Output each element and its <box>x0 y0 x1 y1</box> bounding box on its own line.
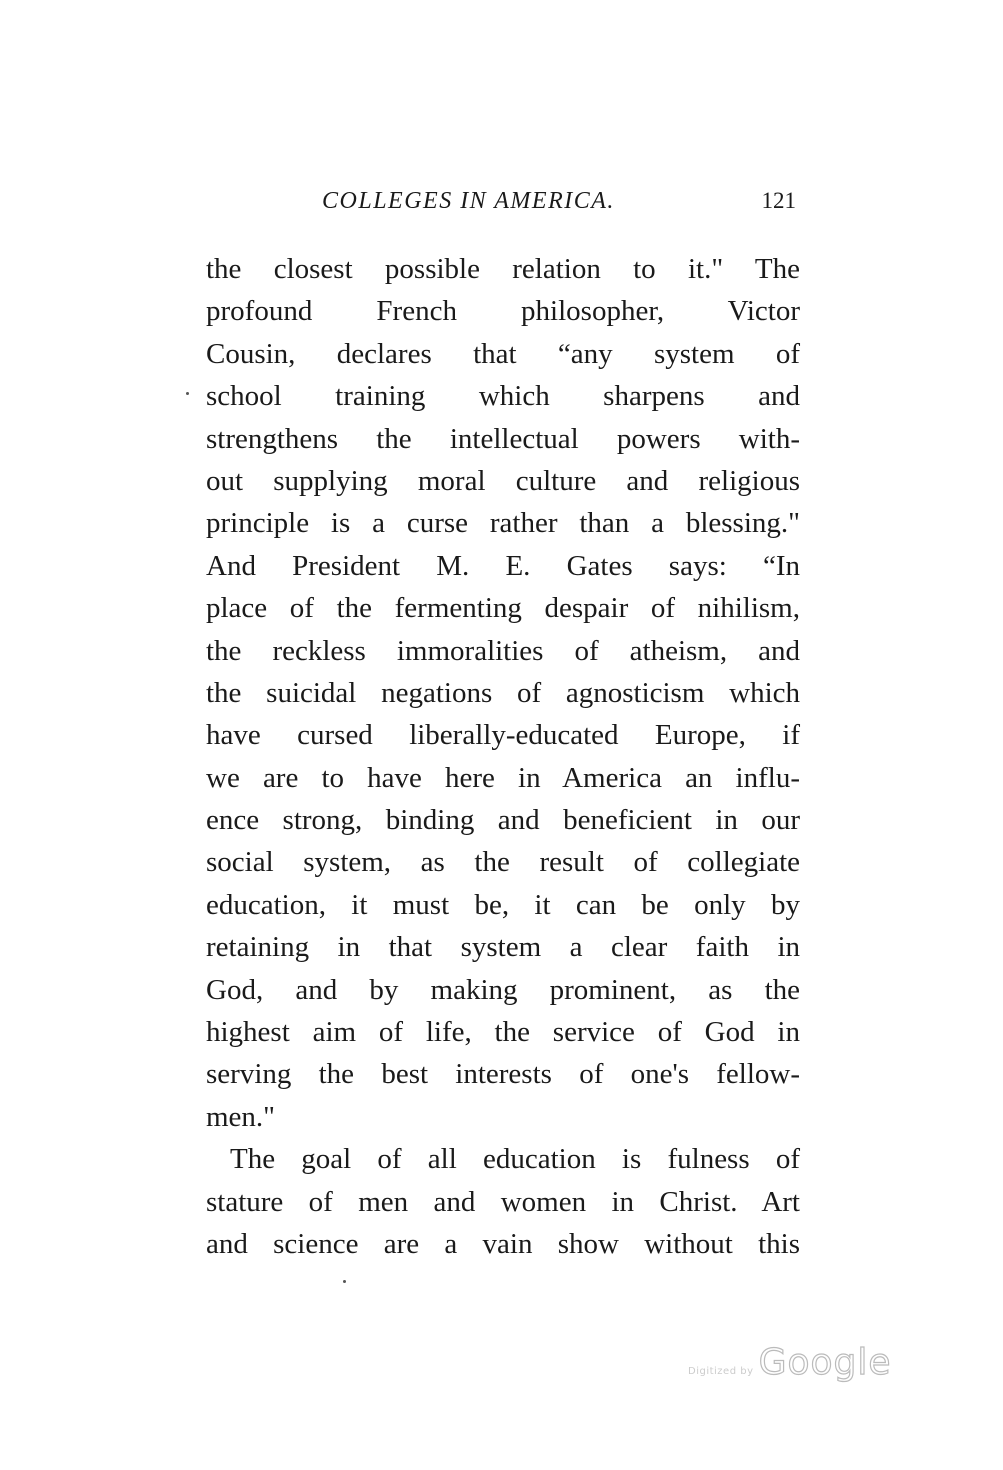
text-line: And President M. E. Gates says: “In <box>206 549 800 582</box>
text-line: profound French philosopher, Victor <box>206 295 800 328</box>
text-line: school training which sharpens and <box>206 380 800 413</box>
text-line: serving the best interests of one's fellow- <box>206 1058 800 1091</box>
text-line: strengthens the intellectual powers with- <box>206 422 800 455</box>
text-line: principle is a curse rather than a blessing." <box>206 507 800 540</box>
watermark-prefix: Digitized by <box>688 1366 754 1377</box>
page-number: 121 <box>761 188 796 213</box>
running-title: COLLEGES IN AMERICA. <box>322 188 615 214</box>
text-line: highest aim of life, the service of God in <box>206 1016 800 1049</box>
text-line: out supplying moral culture and religious <box>206 464 800 497</box>
text-line: have cursed liberally-educated Europe, if <box>206 719 800 752</box>
scan-speck <box>343 1280 346 1283</box>
body-text <box>206 248 800 1265</box>
text-line: place of the fermenting despair of nihilism, <box>206 592 800 625</box>
text-line: education, it must be, it can be only by <box>206 888 800 921</box>
text-line: stature of men and women in Christ. Art <box>206 1185 800 1218</box>
text-line: the reckless immoralities of atheism, and <box>206 634 800 667</box>
text-line: men." <box>206 1100 276 1133</box>
text-line: The goal of all education is fulness of <box>230 1143 800 1176</box>
text-line: retaining in that system a clear faith in <box>206 931 800 964</box>
text-line: the suicidal negations of agnosticism which <box>206 676 800 709</box>
watermark-brand: Google <box>758 1342 892 1383</box>
text-line: social system, as the result of collegiate <box>206 846 800 879</box>
scan-speck <box>186 392 189 395</box>
text-line: God, and by making prominent, as the <box>206 973 800 1006</box>
text-line: Cousin, declares that “any system of <box>206 337 800 370</box>
text-line: and science are a vain show without this <box>206 1227 800 1260</box>
text-line: ence strong, binding and beneficient in our <box>206 804 800 837</box>
text-line: we are to have here in America an influ- <box>206 761 800 794</box>
google-watermark <box>688 1342 892 1383</box>
text-line: the closest possible relation to it." The <box>206 253 800 285</box>
page-header <box>322 188 800 224</box>
